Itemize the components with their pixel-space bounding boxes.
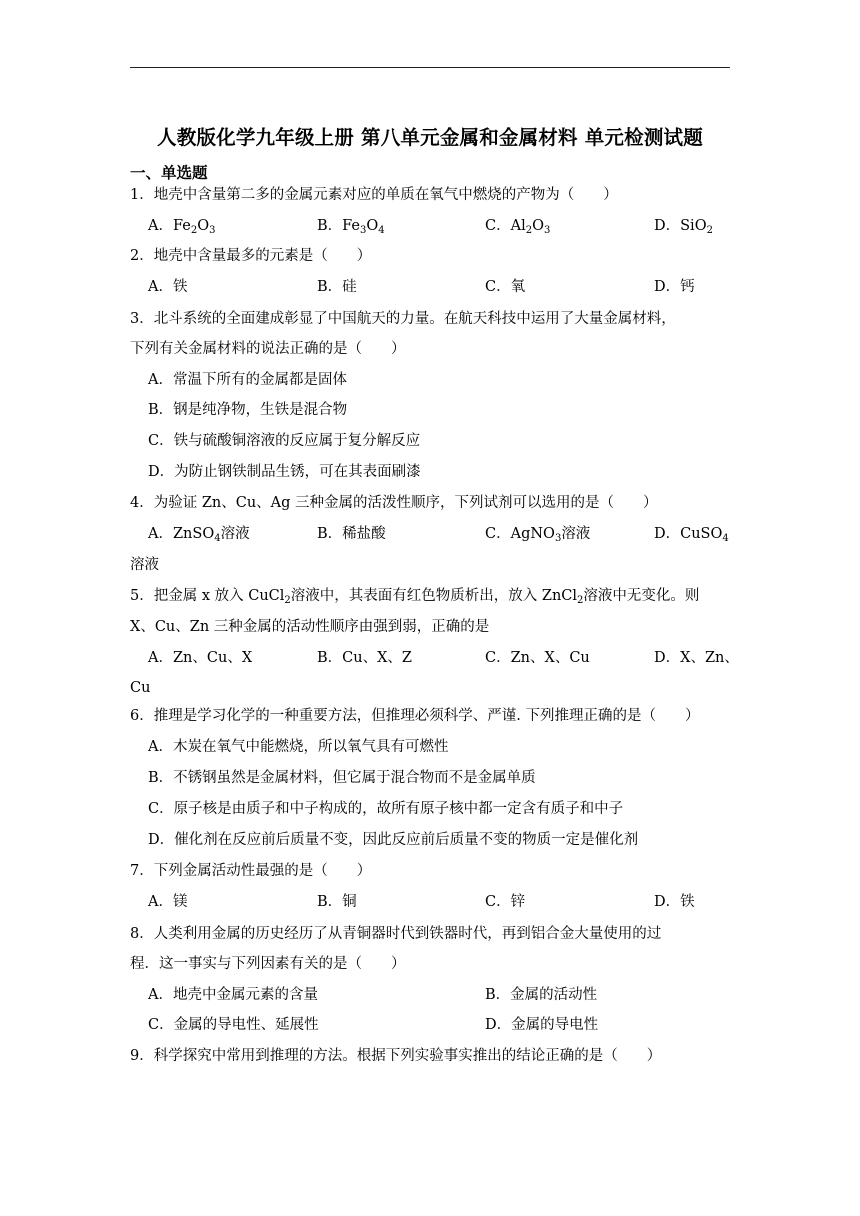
- question-7-stem: 7．下列金属活动性最强的是（ ）: [130, 863, 372, 879]
- question-8-option-b: B．金属的活动性: [485, 987, 598, 1003]
- question-1-option-d: D．SiO$_2$: [654, 218, 713, 236]
- question-3-option-d: D．为防止钢铁制品生锈，可在其表面刷漆: [148, 464, 421, 480]
- question-2-option-b: B．硅: [317, 279, 357, 295]
- question-5-stem-line-2: X、Cu、Zn 三种金属的活动性顺序由强到弱，正确的是: [130, 619, 490, 635]
- question-5-option-c: C．Zn、X、Cu: [485, 650, 590, 666]
- question-6-option-b: B．不锈钢虽然是金属材料，但它属于混合物而不是金属单质: [148, 770, 536, 786]
- question-2-option-c: C．氧: [485, 279, 526, 295]
- question-3-stem-line-1: 3．北斗系统的全面建成彰显了中国航天的力量。在航天科技中运用了大量金属材料，: [130, 311, 676, 327]
- question-7-option-b: B．铜: [317, 894, 357, 910]
- question-4-option-a: A．ZnSO$_4$溶液: [148, 526, 250, 544]
- question-3-option-a: A．常温下所有的金属都是固体: [148, 372, 347, 388]
- question-5-stem-line-1: 5．把金属 x 放入 CuCl$_2$溶液中，其表面有红色物质析出，放入 ZnCl$_2$溶液中无变化。则: [130, 588, 700, 606]
- question-7-option-c: C．锌: [485, 894, 526, 910]
- question-4-option-d-wrap: 溶液: [130, 557, 159, 573]
- question-2-stem: 2．地壳中含量最多的元素是（ ）: [130, 248, 372, 264]
- question-6-option-a: A．木炭在氧气中能燃烧，所以氧气具有可燃性: [148, 739, 449, 755]
- question-3-option-c: C．铁与硫酸铜溶液的反应属于复分解反应: [148, 433, 421, 449]
- question-1-option-c: C．$Al_2O_3$: [485, 218, 551, 236]
- question-4-option-d: D．CuSO$_4$: [654, 526, 729, 544]
- question-7-option-a: A．镁: [148, 894, 188, 910]
- question-9-stem: 9．科学探究中常用到推理的方法。根据下列实验事实推出的结论正确的是（ ）: [130, 1048, 662, 1064]
- header-rule: [130, 67, 730, 68]
- question-6-option-d: D．催化剂在反应前后质量不变，因此反应前后质量不变的物质一定是催化剂: [148, 832, 639, 848]
- question-6-option-c: C．原子核是由质子和中子构成的，故所有原子核中都一定含有质子和中子: [148, 801, 624, 817]
- section-heading: 一、单选题: [130, 164, 208, 182]
- question-6-stem: 6．推理是学习化学的一种重要方法，但推理必须科学、严谨. 下列推理正确的是（ ）: [130, 708, 700, 724]
- question-5-option-a: A．Zn、Cu、X: [148, 650, 253, 666]
- question-1-option-a: A．$Fe_2O_3$: [148, 218, 216, 236]
- question-5-option-d: D．X、Zn、: [654, 650, 739, 666]
- question-2-option-a: A．铁: [148, 279, 188, 295]
- question-8-option-c: C．金属的导电性、延展性: [148, 1017, 319, 1033]
- question-3-stem-line-2: 下列有关金属材料的说法正确的是（ ）: [130, 341, 406, 357]
- question-8-option-d: D．金属的导电性: [485, 1017, 599, 1033]
- question-5-option-b: B．Cu、X、Z: [317, 650, 412, 666]
- page-title: 人教版化学九年级上册 第八单元金属和金属材料 单元检测试题: [157, 126, 703, 149]
- question-4-stem: 4．为验证 Zn、Cu、Ag 三种金属的活泼性顺序，下列试剂可以选用的是（ ）: [130, 495, 658, 511]
- question-8-stem-line-2: 程．这一事实与下列因素有关的是（ ）: [130, 956, 406, 972]
- question-7-option-d: D．铁: [654, 894, 695, 910]
- question-8-stem-line-1: 8．人类利用金属的历史经历了从青铜器时代到铁器时代，再到铝合金大量使用的过: [130, 926, 662, 942]
- question-1-stem: 1．地壳中含量第二多的金属元素对应的单质在氧气中燃烧的产物为（ ）: [130, 187, 618, 203]
- question-2-option-d: D．钙: [654, 279, 695, 295]
- question-3-option-b: B．钢是纯净物，生铁是混合物: [148, 402, 348, 418]
- question-8-option-a: A．地壳中金属元素的含量: [148, 987, 318, 1003]
- question-4-option-c: C．AgNO$_3$溶液: [485, 526, 591, 544]
- question-5-option-d-wrap: Cu: [130, 680, 151, 696]
- question-4-option-b: B．稀盐酸: [317, 526, 386, 542]
- question-1-option-b: B．$Fe_3O_4$: [317, 218, 385, 236]
